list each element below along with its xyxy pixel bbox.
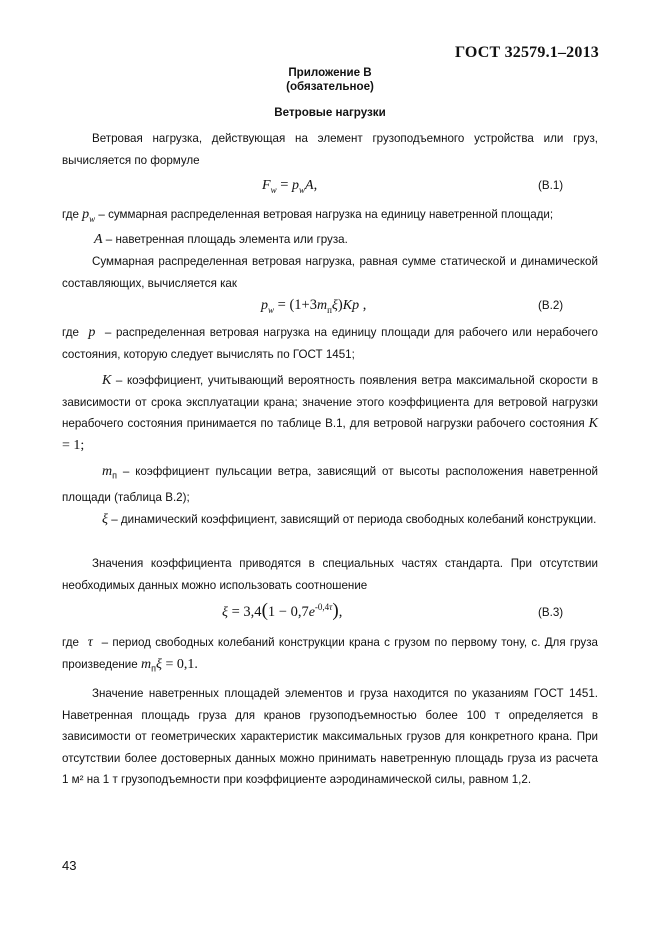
formula-b1: $F_w = p_wA$, <box>262 177 318 195</box>
equation-number-b3: (В.3) <box>538 606 564 619</box>
definition-k: K – коэффициент, учитывающий вероятность появления ветра максимальной скорости в зависимости от срока эксплуатации крана; значение этого коэффициента для ветровой нагрузки нерабочего состояния принимается по таблице В.1, для ветровой нагрузки рабочего состояния K = 1; <box>62 373 598 453</box>
definition-a <box>94 229 594 251</box>
definition-tau: где τ – период свободных колебаний конструкции крана с грузом по первому тону, с. Для груза произведение $m_п\xi = 0,1$. <box>62 635 598 673</box>
definition-p-text: – распределенная ветровая нагрузка на единицу площади для рабочего или нерабочего состояния, которую следует вычислять по ГОСТ 1451; <box>62 326 598 361</box>
page-number: 43 <box>62 858 77 873</box>
symbol-tau: τ <box>83 635 98 650</box>
definition-tau-text: – период свободных колебаний конструкции крана с грузом по первому тону, с. Для груза произведение <box>62 636 598 671</box>
symbol-k: K <box>102 373 112 388</box>
k-equals-one: K <box>588 416 598 431</box>
appendix-title: Приложение В <box>288 66 372 79</box>
formula-b2: $p_w = (1+3m_п\xi)Kp$ , <box>261 297 367 315</box>
equation-number-b1: (В.1) <box>538 179 564 192</box>
definition-xi <box>62 509 598 531</box>
definition-pw-text: – суммарная распределенная ветровая нагрузка на единицу наветренной площади; <box>98 208 554 221</box>
symbol-xi: ξ <box>102 512 108 527</box>
definition-a-text: – наветренная площадь элемента или груза. <box>105 233 348 246</box>
definition-mp: $m_п$ – коэффициент пульсации ветра, зависящий от высоты расположения наветренной площади (таблица В.2); <box>62 464 598 504</box>
where-label: где <box>62 636 79 649</box>
formula-b3: $\xi = 3,4(1 - 0,7e^{-0,4\tau})$, <box>222 600 343 621</box>
equation-number-b2: (В.2) <box>538 299 564 312</box>
intro-paragraph: Ветровая нагрузка, действующая на элемент грузоподъемного устройства или груз, вычисляется по формуле <box>62 132 598 167</box>
definition-p <box>62 322 598 365</box>
where-label: где <box>62 326 79 339</box>
symbol-mp: m <box>102 464 113 479</box>
coefficient-paragraph: Значения коэффициента приводятся в специальных частях стандарта. При отсутствии необходимых данных можно использовать соотношение <box>62 557 598 592</box>
standard-number: ГОСТ 32579.1–2013 <box>454 44 599 61</box>
section-heading: Ветровые нагрузки <box>274 106 386 119</box>
symbol-pw: $p_w$ <box>82 207 96 224</box>
definition-xi-text: – динамический коэффициент, зависящий от периода свободных колебаний конструкции. <box>111 513 597 526</box>
definition-mp-text: – коэффициент пульсации ветра, зависящий от высоты расположения наветренной площади (таблица В.2); <box>62 465 598 504</box>
windward-area-paragraph: Значение наветренных площадей элементов и груза находится по указаниям ГОСТ 1451. Наветренная площадь груза для кранов грузоподъемностью более 100 т определяется в зависимости от геометрических характеристик максимальных грузов для конкретного крана. При отсутствии более достоверных данных можно принимать наветренную площадь груза из расчета 1 м² на 1 т грузоподъемности при коэффициенте аэродинамической силы, равном 1,2. <box>62 687 598 786</box>
definition-pw <box>62 204 598 230</box>
symbol-p: p <box>83 325 101 340</box>
appendix-status: (обязательное) <box>286 80 374 93</box>
symbol-a: A <box>94 232 103 247</box>
mp-xi-product: m <box>140 656 152 672</box>
where-label: где <box>62 208 79 221</box>
definition-k-text: – коэффициент, учитывающий вероятность появления ветра максимальной скорости в зависимости от срока эксплуатации крана; значение этого коэффициента для ветровой нагрузки нерабочего состояния принимается по таблице В.1, для ветровой нагрузки рабочего состояния <box>62 374 598 430</box>
total-load-paragraph: Суммарная распределенная ветровая нагрузка, равная сумме статической и динамической составляющих, вычисляется как <box>62 255 598 290</box>
